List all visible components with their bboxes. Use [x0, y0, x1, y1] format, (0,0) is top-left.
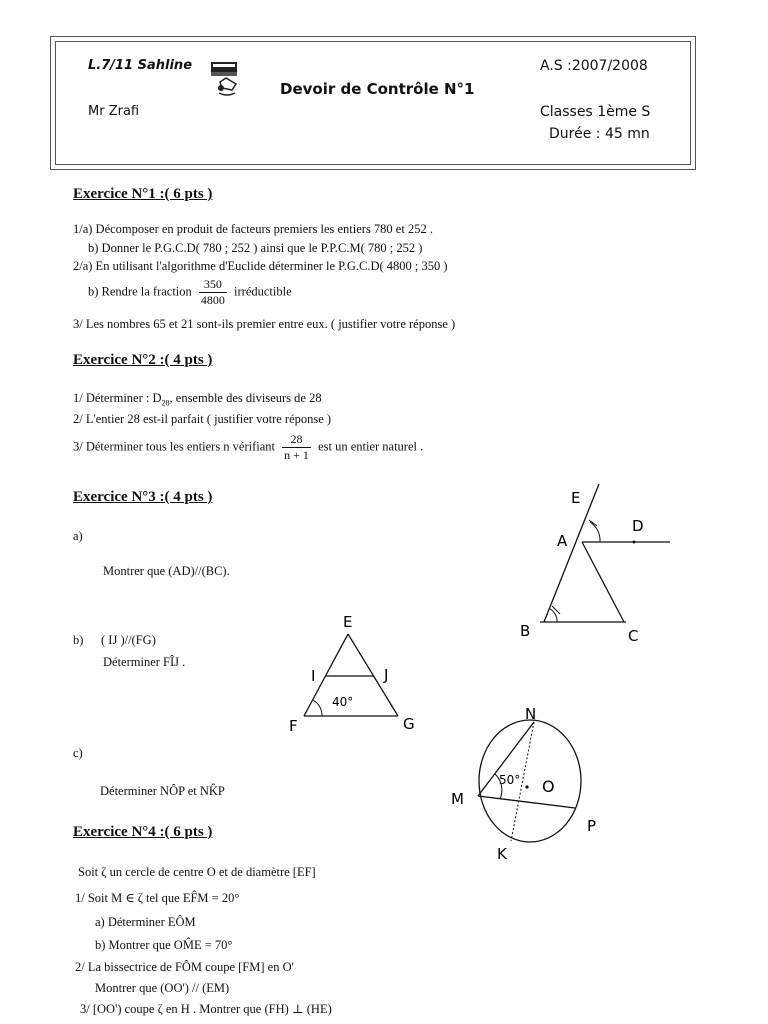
- fig1-label-C: C: [628, 627, 639, 645]
- fig2-label-E: E: [343, 613, 353, 631]
- ex1-line-1: 1/a) Décomposer en produit de facteurs premiers les entiers 780 et 252 .: [73, 222, 433, 236]
- fig1-label-A: A: [557, 532, 568, 550]
- ex3-c-label: c): [73, 746, 83, 760]
- fig2-label-G: G: [403, 715, 415, 733]
- fraction-28-n-plus-1: $\frac{28}{n + 1}$: [284, 432, 309, 462]
- figure-circle: [445, 700, 615, 865]
- ex3-b-label: b): [73, 633, 84, 647]
- ex2-title: Exercice N°2 :( 4 pts ): [73, 352, 213, 368]
- ex4-line-5: 2/ La bissectrice de FÔM coupe [FM] en O': [75, 960, 294, 974]
- ex1-line-2: b) Donner le P.G.C.D( 780 ; 252 ) ainsi que le P.P.C.M( 780 ; 252 ): [88, 241, 423, 255]
- exam-title: Devoir de Contrôle N°1: [280, 80, 475, 98]
- ex3-a-label: a): [73, 529, 83, 543]
- fig3-label-N: N: [525, 705, 537, 723]
- ex3-a-text: Montrer que (AD)//(BC).: [103, 564, 230, 578]
- ex4-line-3: a) Déterminer EÔM: [95, 915, 196, 929]
- fig2-label-J: J: [384, 666, 389, 684]
- ex3-b-text-2: Déterminer FÎJ .: [103, 655, 186, 669]
- books-icon: [208, 60, 246, 100]
- school-year: A.S :2007/2008: [540, 58, 648, 74]
- class-level: Classes 1ème S: [540, 104, 651, 120]
- fig3-angle-label: 50°: [499, 773, 521, 787]
- ex2-line-2: 2/ L'entier 28 est-il parfait ( justifier votre réponse ): [73, 412, 332, 426]
- fig1-label-B: B: [520, 622, 531, 640]
- ex4-line-1: Soit ζ un cercle de centre O et de diamètre [EF]: [78, 865, 316, 879]
- ex1-line-5: 3/ Les nombres 65 et 21 sont-ils premier entre eux. ( justifier votre réponse ): [73, 317, 456, 331]
- exam-duration: Durée : 45 mn: [549, 126, 650, 142]
- ex4-line-2: 1/ Soit M ∈ ζ tel que EF̂M = 20°: [75, 891, 240, 905]
- ex4-line-7: 3/ [OO') coupe ζ en H . Montrer que (FH) ⊥ (HE): [80, 1002, 332, 1016]
- fig2-label-I: I: [311, 667, 316, 685]
- fig1-label-D: D: [632, 517, 644, 535]
- fig2-label-F: F: [289, 717, 298, 735]
- fig3-label-K: K: [497, 845, 507, 863]
- ex3-title: Exercice N°3 :( 4 pts ): [73, 489, 213, 505]
- ex2-line-3: 3/ Déterminer tous les entiers n vérifiant $\frac{28}{n + 1}$ est un entier naturel .: [73, 432, 424, 462]
- fig1-label-E: E: [571, 489, 581, 507]
- fraction-350-4800: $\frac{350}{4800}$: [200, 277, 225, 307]
- teacher-name: Mr Zrafi: [88, 104, 140, 119]
- ex4-line-4: b) Montrer que OM̂E = 70°: [95, 938, 233, 952]
- ex4-line-6: Montrer que (OO') // (EM): [95, 981, 230, 995]
- ex3-b-text-1: ( IJ )//(FG): [101, 633, 156, 647]
- ex1-title: Exercice N°1 :( 6 pts ): [73, 186, 213, 202]
- fig3-label-M: M: [451, 790, 464, 808]
- figure-triangle-efg: [284, 608, 424, 738]
- ex3-c-text: Déterminer NÔP et NK̂P: [100, 784, 225, 798]
- ex1-line-4: b) Rendre la fraction $\frac{350}{4800}$ irréductible: [88, 277, 292, 307]
- fig3-label-O: O: [542, 777, 555, 796]
- fig2-angle-label: 40°: [332, 695, 354, 709]
- figure-triangle-abc: [500, 478, 680, 653]
- ex4-title: Exercice N°4 :( 6 pts ): [73, 824, 213, 840]
- fig3-label-P: P: [587, 817, 597, 835]
- school-name: L.7/11 Sahline: [88, 58, 193, 73]
- ex1-line-3: 2/a) En utilisant l'algorithme d'Euclide déterminer le P.G.C.D( 4800 ; 350 ): [73, 259, 448, 273]
- ex2-line-1: 1/ Déterminer : $D_{28}$, ensemble des diviseurs de 28: [73, 391, 322, 408]
